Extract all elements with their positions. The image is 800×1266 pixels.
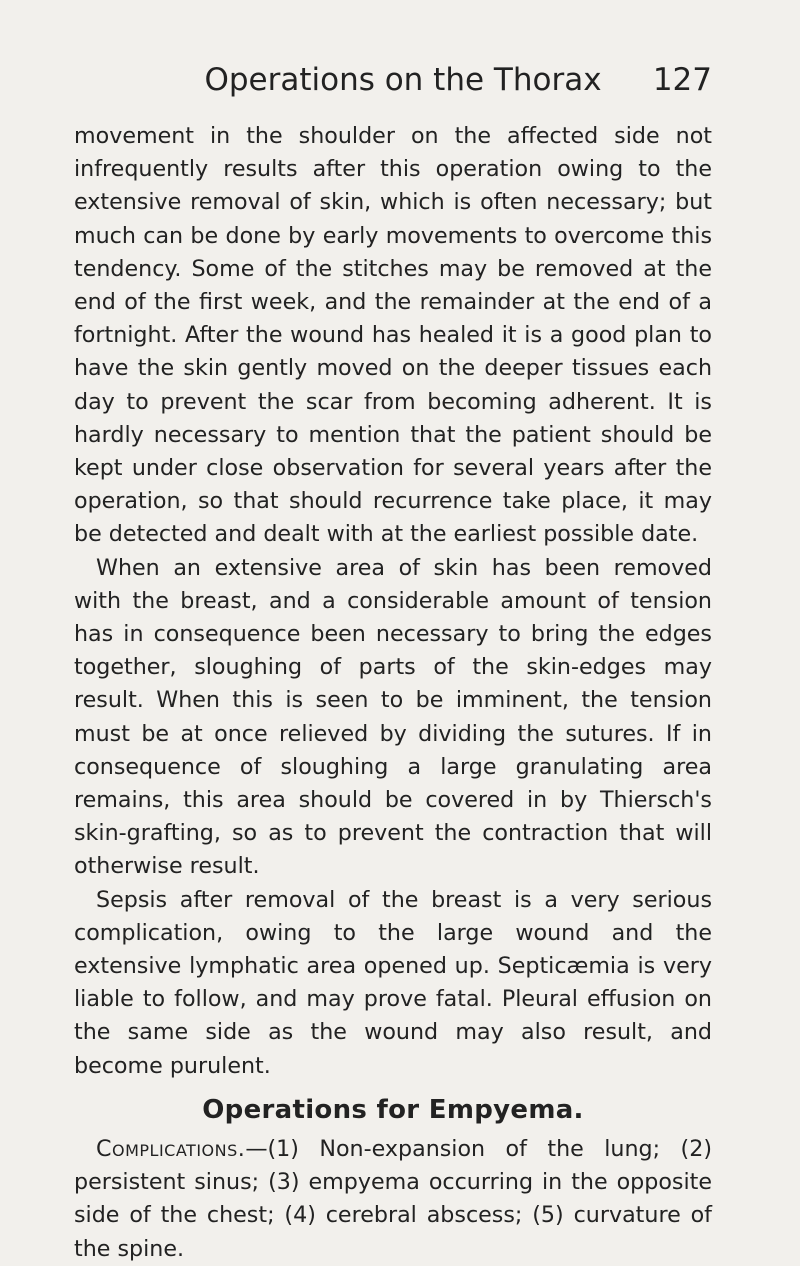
running-head-title: Operations on the Thorax	[204, 62, 602, 98]
complications-text: —(1) Non-expansion of the lung; (2) persistent sinus; (3) empyema occurring in the opposite side of the chest; (4) cerebral abscess; (5) curvature of the spine.	[74, 1135, 712, 1262]
section-heading: Operations for Empyema.	[202, 1094, 584, 1125]
complications-lead: Complications.	[96, 1135, 246, 1162]
book-page	[74, 62, 712, 1266]
paragraph-continued: movement in the shoulder on the affected side not infrequently results after this operation owing to the extensive removal of skin, which is often necessary; but much can be done by early movements to overcome this tendency. Some of the stitches may be removed at the end of the first week, and the remainder at the end of a fortnight. After the wound has healed it is a good plan to have the skin gently moved on the deeper tissues each day to prevent the scar from becoming adherent. It is hardly necessary to mention that the patient should be kept under close observation for several years after the operation, so that should recurrence take place, it may be detected and dealt with at the earliest possible date.	[74, 123, 712, 548]
paragraph-complications	[74, 1133, 712, 1266]
running-head	[74, 62, 712, 120]
page-number: 127	[652, 62, 712, 98]
paragraph-sloughing: When an extensive area of skin has been removed with the breast, and a considerable amount of tension has in consequence been necessary to bring the edges together, sloughing of parts of the skin-edges may result. When this is seen to be imminent, the tension must be at once relieved by dividing the sutures. If in consequence of sloughing a large granulating area remains, this area should be covered in by Thiersch's skin-grafting, so as to prevent the contraction that will otherwise result.	[74, 554, 712, 880]
paragraph-sepsis: Sepsis after removal of the breast is a very serious complication, owing to the large wound and the extensive lymphatic area opened up. Septicæmia is very liable to follow, and may prove fatal. Pleural effusion on the same side as the wound may also result, and become purulent.	[74, 886, 712, 1079]
